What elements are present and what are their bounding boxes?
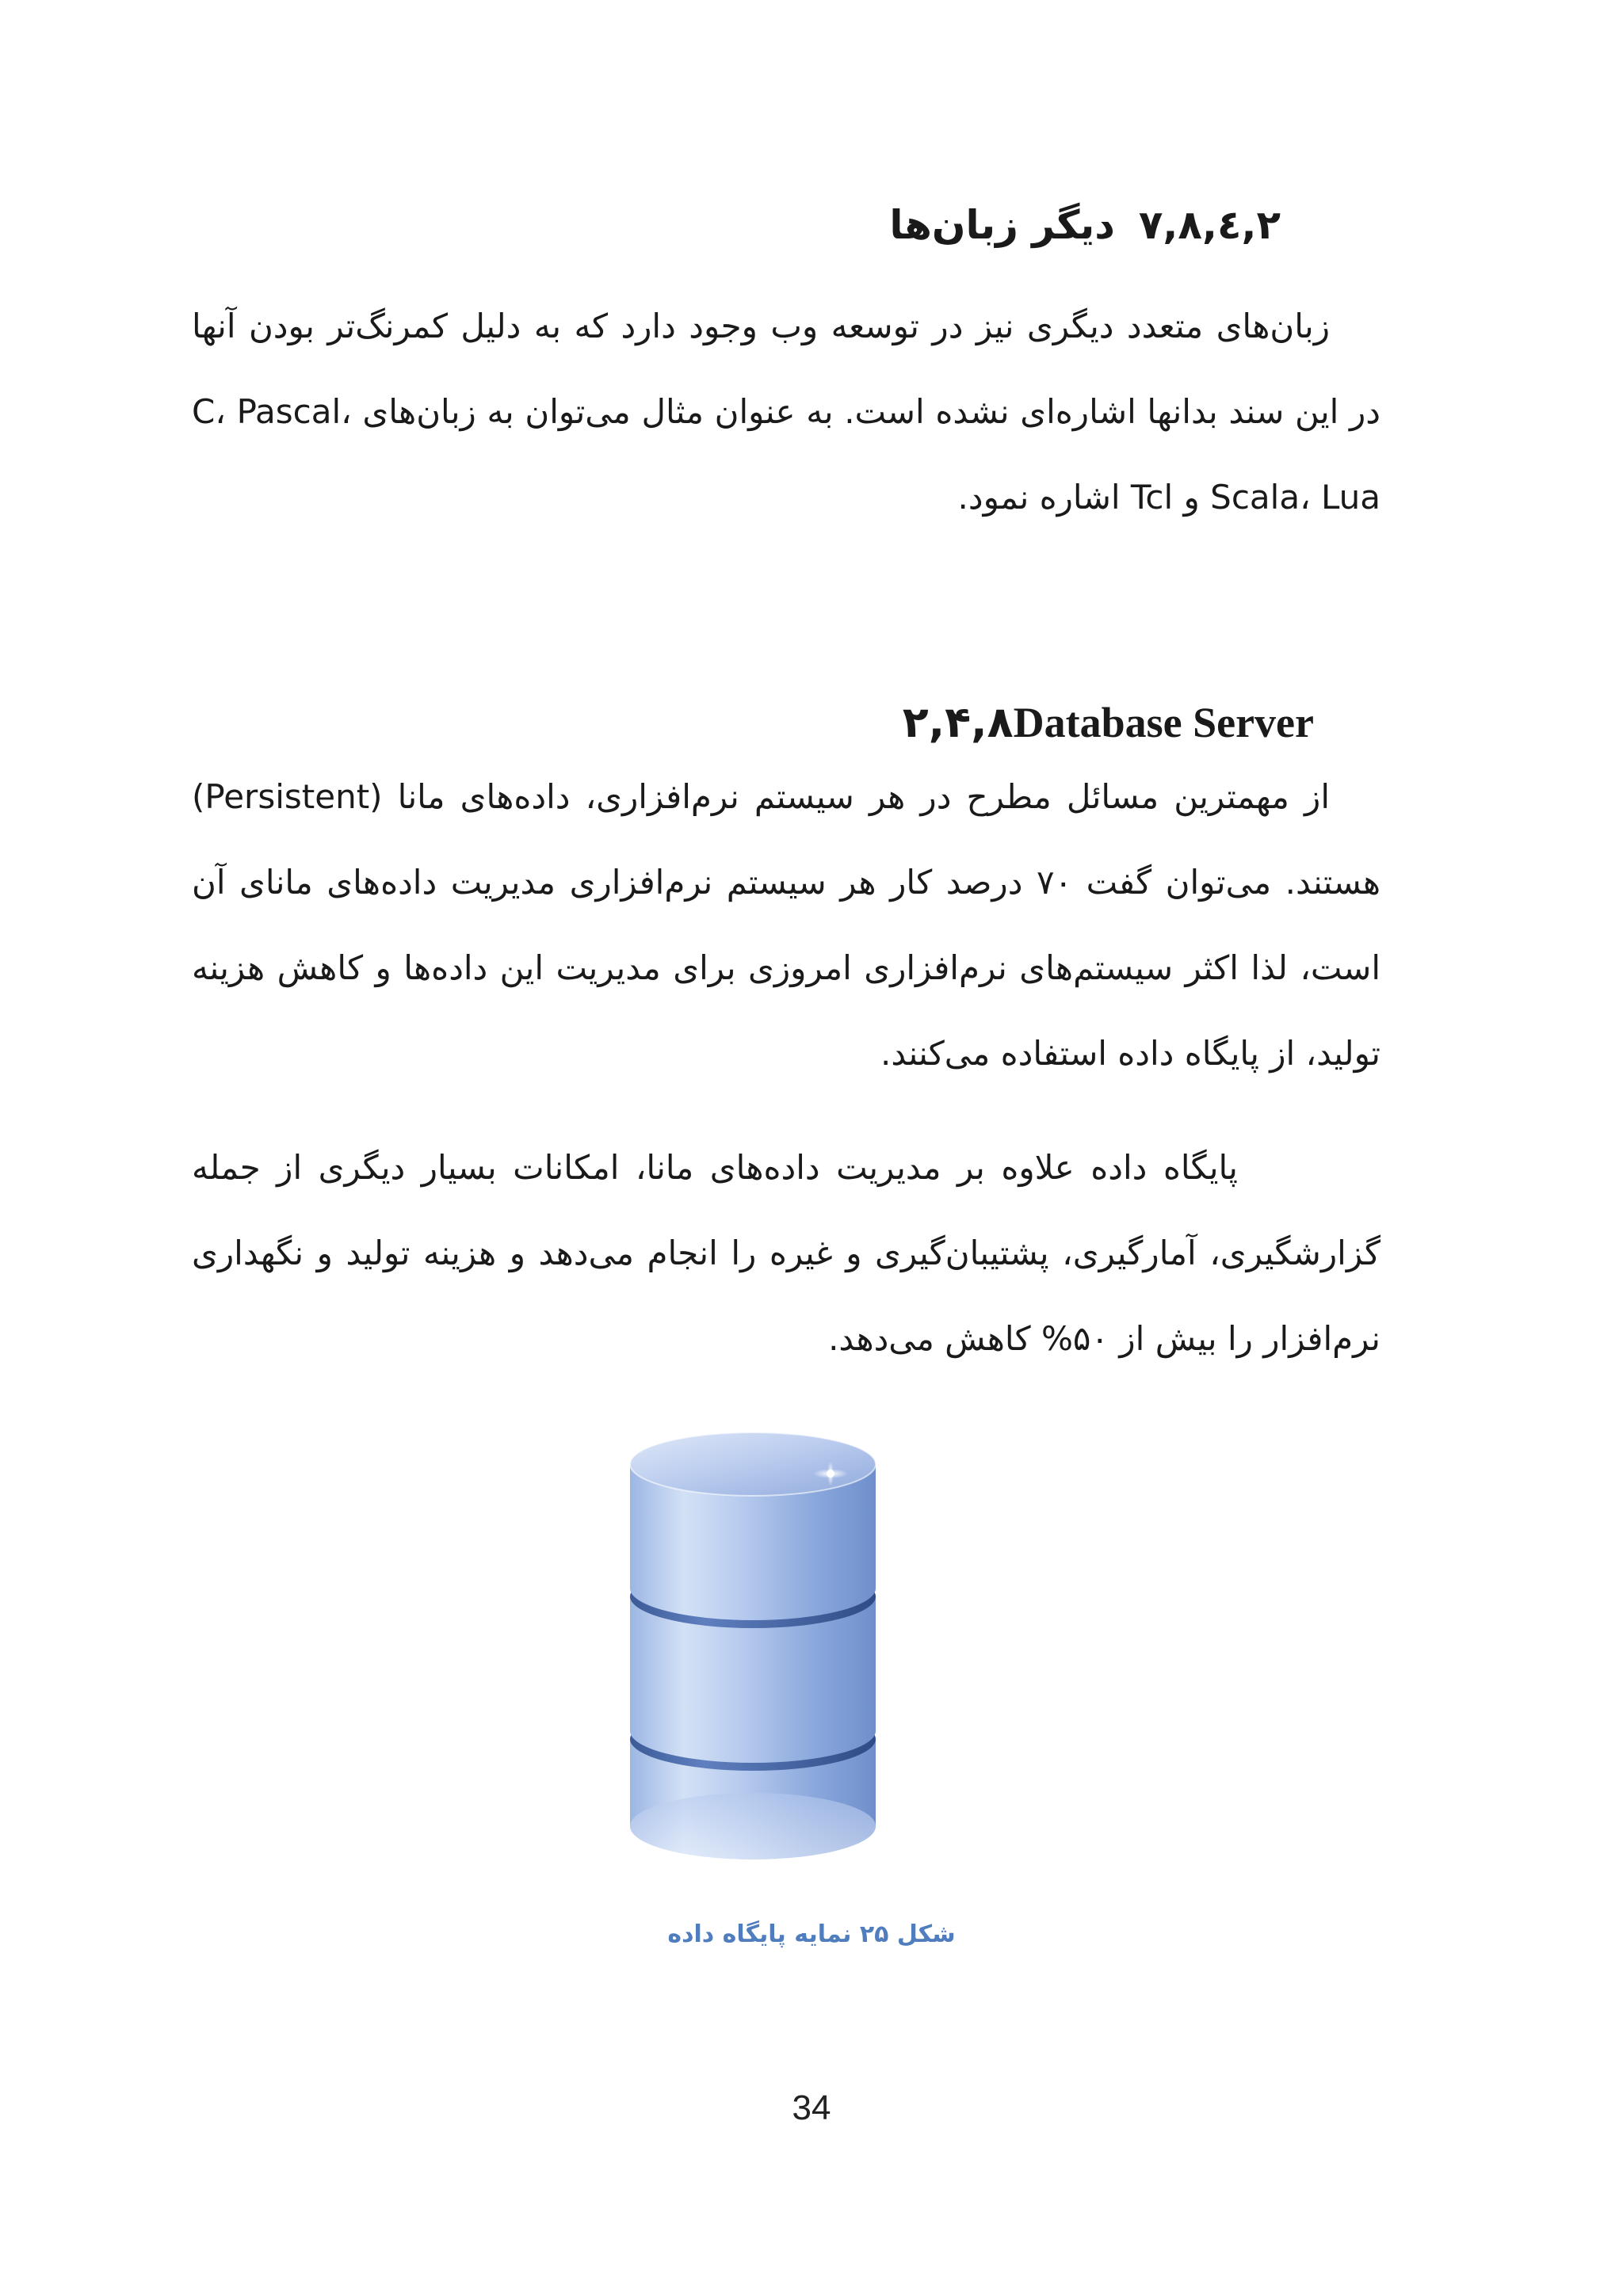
paragraph-text: پایگاه داده علاوه بر مدیریت داده‌های مانا، امکانات بسیار دیگری از جمله گزارشگیری، آمارگیری، پشتیبان‌گیری و غیره را انجام می‌دهد و هزینه تولید و نگهداری نرم‌افزار را بیش از ۵۰% کاهش می‌دهد. [192,1148,1381,1358]
database-cylinder-icon [618,1426,888,1870]
section-title: Database Server [1013,699,1314,746]
section-heading-other-languages [889,195,1281,255]
section-number: ۲,۴,۸ [902,697,1014,747]
page-number: 34 [792,2088,831,2127]
section-number: ۲,٤,۷,۸ [1138,202,1281,248]
paragraph-text: زبان‌های متعدد دیگری نیز در توسعه وب وجود دارد که به دلیل کمرنگ‌تر بودن آنها در این سند بدانها اشاره‌ای نشده است. به عنوان مثال می‌توان به زبان‌های C، Pascal، Scala، Lua و Tcl اشاره نمود. [192,307,1381,517]
section-heading-database-server [809,691,1314,754]
paragraph-persistent-data [192,754,1381,1097]
paragraph-other-languages [192,284,1381,540]
section-title: دیگر زبان‌ها [889,202,1115,248]
paragraph-database-features [192,1125,1381,1382]
figure-caption: شکل ۲۵ نمایه پایگاه داده [667,1920,956,1948]
paragraph-text: از مهمترین مسائل مطرح در هر سیستم نرم‌افزاری، داده‌های مانا (Persistent) هستند. می‌توان گفت ۷۰ درصد کار هر سیستم نرم‌افزاری مدیریت داده‌های مانای آن است، لذا اکثر سیستم‌های نرم‌افزاری امروزی برای مدیریت این داده‌ها و کاهش هزینه تولید، از پایگاه داده استفاده می‌کنند. [192,777,1381,1073]
